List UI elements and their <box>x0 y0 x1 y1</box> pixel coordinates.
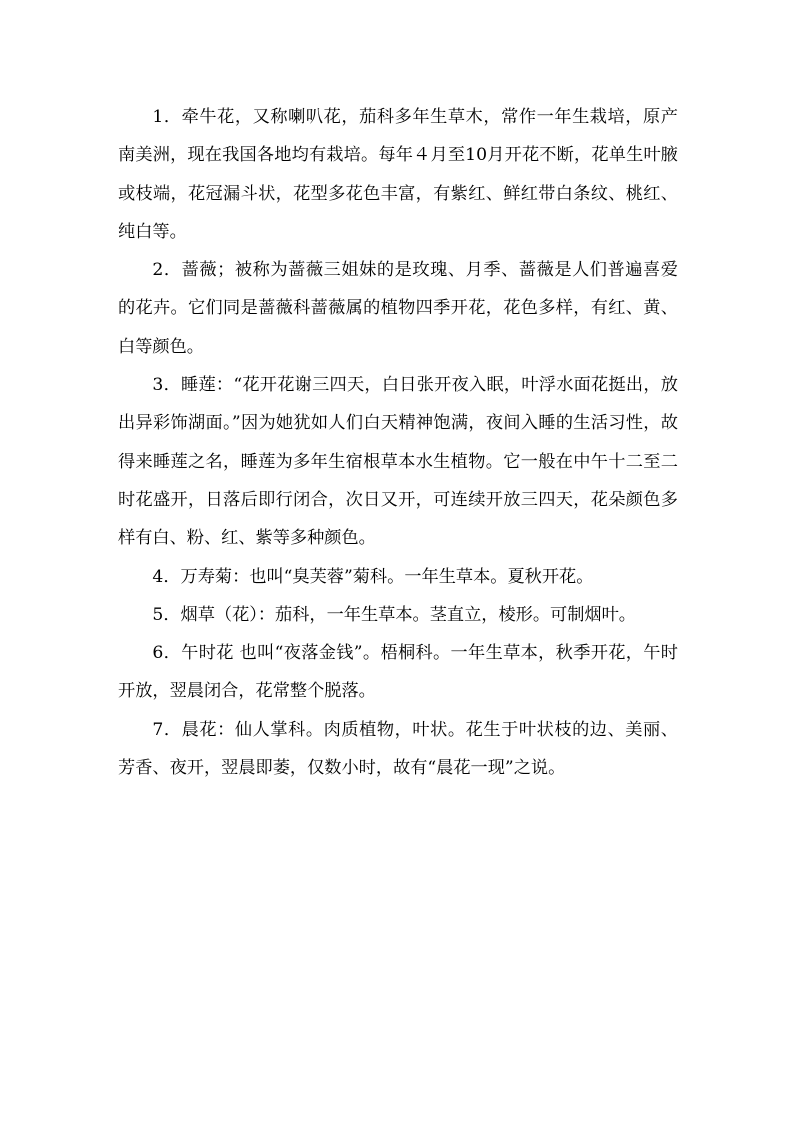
paragraph-noon-flower: 6．午时花 也叫“夜落金钱”。梧桐科。一年生草本，秋季开花，午时开放，翌晨闭合，花常整个脱落。 <box>118 643 678 702</box>
paragraph-morning-glory: 1．牵牛花，又称喇叭花，茄科多年生草木，常作一年生栽培，原产南美洲，现在我国各地均有栽培。每年４月至10月开花不断，花单生叶腋或枝端，花冠漏斗状，花型多花色丰富，有紫红、鲜红带白条纹、桃红、纯白等。 <box>118 107 678 242</box>
paragraph-night-blooming-cereus: 7．晨花：仙人掌科。肉质植物，叶状。花生于叶状枝的边、美丽、芳香、夜开，翌晨即萎，仅数小时，故有“晨花一现”之说。 <box>118 719 678 779</box>
paragraph-water-lily: 3．睡莲：“花开花谢三四天，白日张开夜入眠，叶浮水面花挺出，放出异彩饰湖面。”因为她犹如人们白天精神饱满，夜间入睡的生活习性，故得来睡莲之名，睡莲为多年生宿根草本水生植物。它一般在中午十二至二时花盛开，日落后即行闭合，次日又开，可连续开放三四天，花朵颜色多样有白、粉、红、紫等多种颜色。 <box>118 375 678 549</box>
paragraph-marigold: 4．万寿菊：也叫“臭芙蓉”菊科。一年生草本。夏秋开花。 <box>152 566 594 587</box>
document-page <box>118 98 678 787</box>
paragraph-tobacco-flower: 5．烟草（花）：茄科，一年生草本。茎直立，棱形。可制烟叶。 <box>152 604 636 625</box>
paragraph-rose: 2．蔷薇；被称为蔷薇三姐妹的是玫瑰、月季、蔷薇是人们普遍喜爱的花卉。它们同是蔷薇科蔷薇属的植物四季开花，花色多样，有红、黄、白等颜色。 <box>118 260 678 357</box>
